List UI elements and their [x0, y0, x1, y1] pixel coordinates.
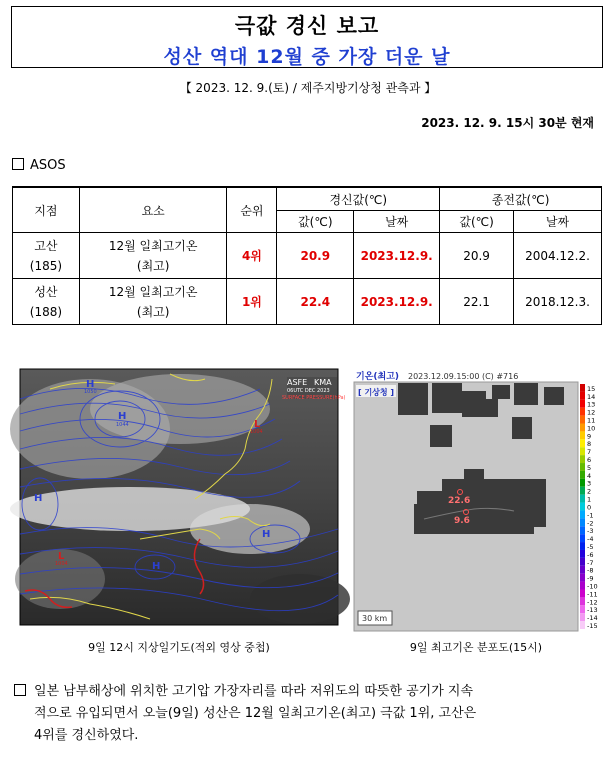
- legend-swatch: [580, 495, 585, 503]
- legend-label: 1: [587, 495, 592, 504]
- legend-label: 5: [587, 463, 592, 472]
- legend-label: 11: [587, 416, 596, 425]
- low-pressure-label: L: [58, 551, 65, 562]
- legend-swatch: [580, 534, 585, 542]
- new-value-cell: 22.4: [277, 279, 354, 325]
- legend-label: -14: [587, 614, 598, 623]
- summary-paragraph: [14, 681, 604, 747]
- report-time: 2023. 12. 9. 15시 30분 현재: [421, 116, 594, 130]
- chart-label-kma: KMA: [314, 378, 332, 387]
- old-date-cell: 2004.12.2.: [514, 233, 602, 279]
- chart-label-asfe: ASFE: [287, 378, 308, 387]
- temperature-map-figure: [354, 369, 598, 632]
- temperature-value: 22.6: [448, 496, 471, 506]
- checkbox-square-icon: [12, 158, 24, 170]
- legend-label: 6: [587, 456, 592, 465]
- high-pressure-label: H: [86, 379, 95, 390]
- new-date-cell: 2023.12.9.: [354, 233, 440, 279]
- header-old-value: 값(℃): [440, 211, 514, 233]
- legend-swatch: [580, 518, 585, 526]
- legend-swatch: [580, 400, 585, 408]
- legend-swatch: [580, 613, 585, 621]
- station-name: 고산: [34, 238, 58, 253]
- legend-swatch: [580, 597, 585, 605]
- legend-swatch: [580, 424, 585, 432]
- report-title: 극값 경신 보고: [234, 14, 380, 38]
- table-row: [13, 233, 602, 279]
- high-pressure-label: H: [262, 529, 271, 540]
- legend-label: 13: [587, 400, 596, 409]
- report-meta: 【 2023. 12. 9.(토) / 제주지방기상청 관측과 】: [179, 81, 437, 95]
- header-new-date: 날짜: [354, 211, 440, 233]
- legend-swatch: [580, 574, 585, 582]
- legend-swatch: [580, 416, 585, 424]
- summary-line: 일본 남부해상에 위치한 고기압 가장자리를 따라 저위도의 따뜻한 공기가 지속: [34, 684, 474, 699]
- station-id: (185): [29, 258, 63, 273]
- legend-swatch: [580, 392, 585, 400]
- legend-swatch: [580, 558, 585, 566]
- legend-label: 12: [587, 408, 596, 417]
- section-asos: [12, 158, 66, 173]
- map-variable-label: 기온(최고): [356, 372, 400, 382]
- element-name: 12월 일최고기온: [108, 284, 198, 299]
- header-station: 지점: [13, 187, 80, 233]
- summary-line: 적으로 유입되면서 오늘(9일) 성산은 12월 일최고기온(최고) 극값 1위, 고산은: [34, 706, 477, 721]
- legend-label: 3: [587, 479, 592, 488]
- table-row: [13, 279, 602, 325]
- map-timestamp: 2023.12.09.15:00 (C) #716: [408, 372, 519, 381]
- legend-label: -8: [587, 566, 594, 575]
- high-pressure-label: H: [152, 561, 161, 572]
- legend-swatch: [580, 431, 585, 439]
- low-pressure-label: L: [254, 419, 261, 430]
- legend-label: 10: [587, 424, 596, 433]
- legend-swatch: [580, 447, 585, 455]
- surface-chart-image: [20, 369, 346, 625]
- header-element: 요소: [79, 187, 227, 233]
- summary-line: 4위를 경신하였다.: [34, 728, 139, 743]
- report-subtitle: 성산 역대 12월 중 가장 더운 날: [163, 46, 451, 68]
- chart-label-type: SURFACE PRESSURE(hPa): [282, 395, 346, 401]
- legend-swatch: [580, 566, 585, 574]
- legend-label: -15: [587, 622, 598, 630]
- legend-swatch: [580, 439, 585, 447]
- header-previous: 종전값(℃): [440, 187, 602, 211]
- high-pressure-label: H: [34, 493, 43, 504]
- new-value-cell: 20.9: [277, 233, 354, 279]
- surface-chart-figure: [20, 369, 346, 625]
- header-old-date: 날짜: [514, 211, 602, 233]
- legend-label: -13: [587, 606, 598, 615]
- header-rank: 순위: [227, 187, 277, 233]
- legend-label: -10: [587, 582, 598, 591]
- pressure-value: 1004: [250, 429, 263, 435]
- legend-label: -9: [587, 574, 594, 583]
- old-date-cell: 2018.12.3.: [514, 279, 602, 325]
- high-pressure-label: H: [118, 411, 127, 422]
- legend-label: -2: [587, 519, 594, 528]
- pressure-value: 1044: [116, 422, 129, 428]
- station-name: 성산: [34, 284, 58, 299]
- legend-label: -12: [587, 598, 598, 607]
- legend-label: 8: [587, 440, 592, 449]
- surface-chart-caption: 9일 12시 지상일기도(적외 영상 중첩): [88, 641, 270, 654]
- old-value-cell: 20.9: [440, 233, 514, 279]
- legend-label: -6: [587, 550, 594, 559]
- legend-swatch: [580, 582, 585, 590]
- legend-label: -4: [587, 535, 594, 544]
- legend-swatch: [580, 463, 585, 471]
- element-name: 12월 일최고기온: [108, 238, 198, 253]
- header-new-value: 값(℃): [277, 211, 354, 233]
- legend-label: -7: [587, 558, 594, 567]
- legend-swatch: [580, 510, 585, 518]
- new-date-cell: 2023.12.9.: [354, 279, 440, 325]
- legend-swatch: [580, 487, 585, 495]
- legend-swatch: [580, 621, 585, 629]
- scale-bar-label: 30 km: [362, 614, 388, 623]
- legend-swatch: [580, 503, 585, 511]
- map-agency-label: [ 기상청 ]: [358, 388, 395, 397]
- legend-swatch: [580, 589, 585, 597]
- station-id: (188): [29, 304, 63, 319]
- record-table: [12, 186, 602, 325]
- section-label: ASOS: [30, 158, 66, 173]
- legend-label: 15: [587, 384, 596, 393]
- checkbox-square-icon: [14, 684, 26, 696]
- legend-swatch: [580, 550, 585, 558]
- legend-swatch: [580, 471, 585, 479]
- header-renewed: 경신값(℃): [277, 187, 440, 211]
- legend-swatch: [580, 526, 585, 534]
- chart-label-time: 06UTC DEC 2023: [287, 388, 330, 394]
- rank-cell: 1위: [227, 279, 277, 325]
- legend-label: 0: [587, 503, 592, 512]
- legend-swatch: [580, 542, 585, 550]
- temperature-map-image: [354, 369, 598, 632]
- legend-swatch: [580, 455, 585, 463]
- legend-label: 2: [587, 487, 592, 496]
- title-box: [11, 6, 603, 68]
- legend-label: 7: [587, 448, 592, 457]
- legend-label: -1: [587, 511, 594, 520]
- element-qualifier: (최고): [136, 258, 170, 273]
- old-value-cell: 22.1: [440, 279, 514, 325]
- rank-cell: 4위: [227, 233, 277, 279]
- element-qualifier: (최고): [136, 304, 170, 319]
- legend-swatch: [580, 384, 585, 392]
- pressure-value: 1050: [84, 389, 97, 395]
- temperature-map-caption: 9일 최고기온 분포도(15시): [409, 641, 543, 654]
- legend-label: -11: [587, 590, 598, 599]
- legend-label: 9: [587, 432, 592, 441]
- legend-label: 4: [587, 471, 592, 480]
- legend-swatch: [580, 479, 585, 487]
- legend-swatch: [580, 408, 585, 416]
- pressure-value: 1004: [55, 561, 68, 567]
- temperature-value: 9.6: [454, 516, 470, 526]
- legend-label: -3: [587, 527, 594, 536]
- legend-label: -5: [587, 542, 594, 551]
- legend-label: 14: [587, 392, 596, 401]
- legend-swatch: [580, 605, 585, 613]
